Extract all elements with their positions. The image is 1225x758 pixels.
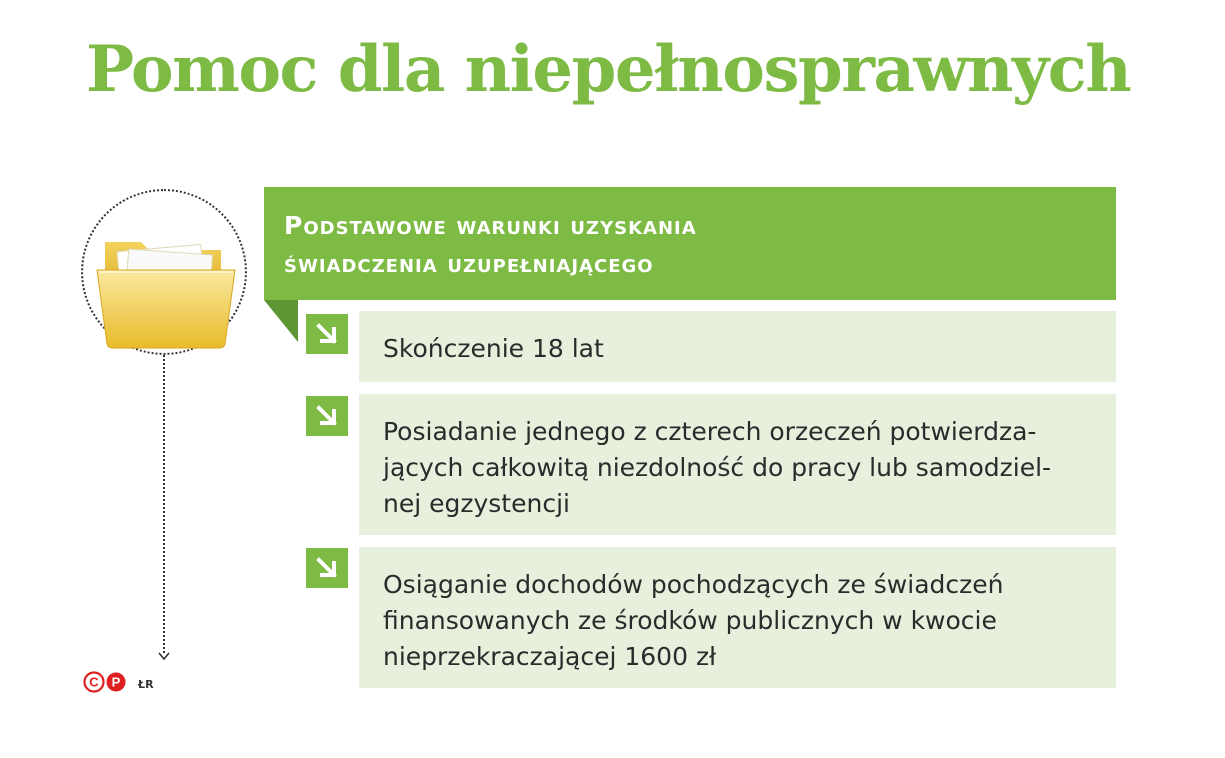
arrow-down-right-icon (306, 396, 348, 436)
item-text-line: nej egzystencji (383, 489, 570, 518)
dotted-connector (163, 355, 165, 653)
item-text-line: Posiadanie jednego z czterech orzeczeń potwierdza- (383, 417, 1037, 446)
svg-text:C: C (89, 674, 99, 690)
list-item (359, 547, 1116, 688)
item-text-line: Skończenie 18 lat (383, 334, 604, 363)
header-pointer (264, 300, 298, 342)
arrow-down-icon (158, 650, 170, 662)
header-line: świadczenia uzupełniającego (284, 249, 654, 278)
item-text-line: Osiąganie dochodów pochodzących ze świadczeń (383, 570, 1004, 599)
header-line: Podstawowe warunki uzyskania (284, 211, 697, 240)
item-text-line: nieprzekraczającej 1600 zł (383, 642, 717, 671)
folder-icon (93, 228, 239, 350)
arrow-down-right-icon (306, 314, 348, 354)
list-item (359, 394, 1116, 535)
header-box (264, 187, 1116, 300)
page-title: Pomoc dla niepełnosprawnych (86, 32, 1131, 107)
item-text-line: finansowanych ze środków publicznych w kwocie (383, 606, 997, 635)
list-item (359, 311, 1116, 382)
item-text-line: jących całkowitą niezdolność do pracy lub samodziel- (383, 453, 1052, 482)
copyright-logo-icon (83, 671, 129, 693)
author-credit: ŁR (138, 678, 154, 691)
svg-text:P: P (111, 674, 121, 690)
arrow-down-right-icon (306, 548, 348, 588)
